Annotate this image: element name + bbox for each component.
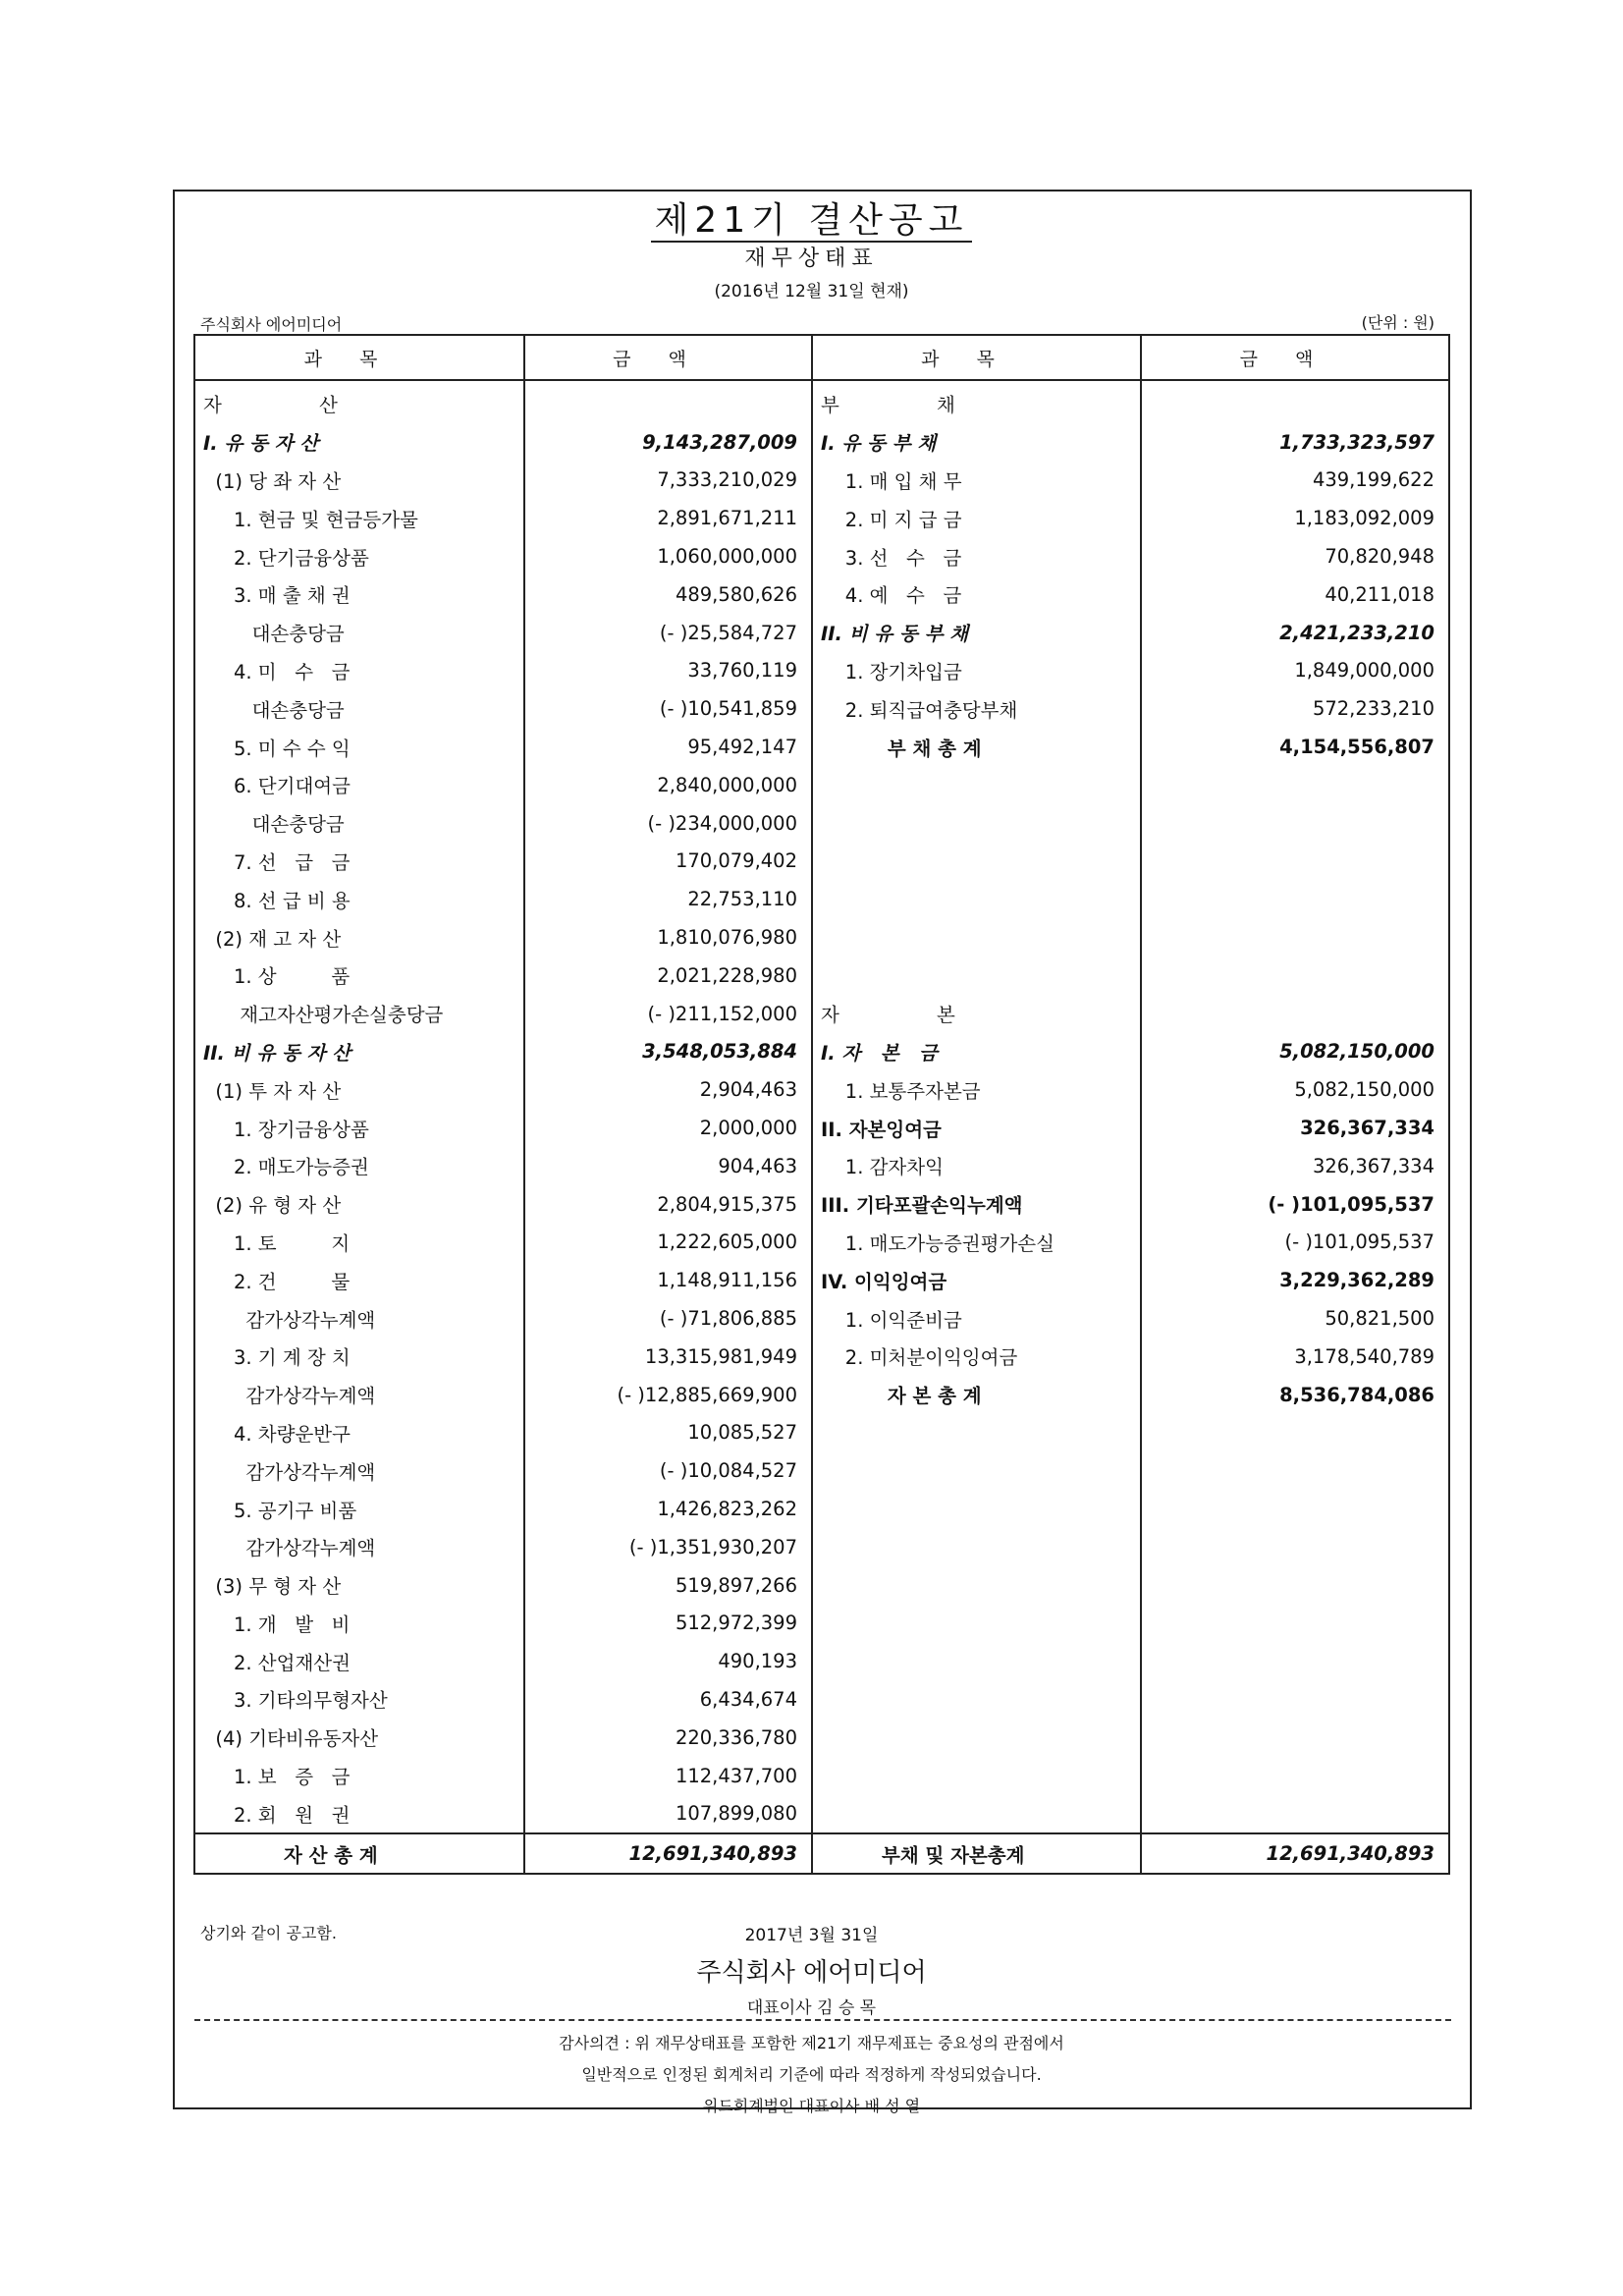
liability-amount bbox=[1141, 1642, 1449, 1680]
asset-item: 5. 공기구 비품 bbox=[194, 1490, 524, 1528]
asset-item: 대손충당금 bbox=[194, 614, 524, 652]
col-header-liability-item: 과목 bbox=[812, 335, 1141, 380]
asset-item: 1. 현금 및 현금등가물 bbox=[194, 499, 524, 537]
asset-amount: 170,079,402 bbox=[524, 843, 812, 881]
asset-item: 대손충당금 bbox=[194, 689, 524, 728]
asset-item: 감가상각누계액 bbox=[194, 1376, 524, 1414]
company-name: 주식회사 에어미디어 bbox=[200, 315, 343, 334]
asset-amount: 1,426,823,262 bbox=[524, 1490, 812, 1528]
liability-amount bbox=[1141, 1719, 1449, 1757]
table-row bbox=[194, 575, 1449, 614]
table-row bbox=[194, 1528, 1449, 1566]
asset-item: 1. 보 증 금 bbox=[194, 1757, 524, 1795]
liability-amount bbox=[1141, 380, 1449, 423]
asset-amount bbox=[524, 380, 812, 423]
table-row bbox=[194, 689, 1449, 728]
asset-amount: 519,897,266 bbox=[524, 1566, 812, 1605]
liability-item: IV. 이익잉여금 bbox=[812, 1261, 1141, 1299]
asset-amount: (- )1,351,930,207 bbox=[524, 1528, 812, 1566]
liability-amount bbox=[1141, 1414, 1449, 1452]
unit-label: (단위 : 원) bbox=[1361, 313, 1434, 332]
liability-item bbox=[812, 1451, 1141, 1490]
table-row bbox=[194, 728, 1449, 766]
asset-item: 3. 기 계 장 치 bbox=[194, 1338, 524, 1376]
liability-amount: 70,820,948 bbox=[1141, 537, 1449, 575]
liability-item: 2. 미 지 급 금 bbox=[812, 499, 1141, 537]
asset-amount: 2,840,000,000 bbox=[524, 766, 812, 804]
asset-item: (1) 당 좌 자 산 bbox=[194, 462, 524, 500]
liability-amount bbox=[1141, 1757, 1449, 1795]
liability-item: 2. 퇴직급여충당부채 bbox=[812, 689, 1141, 728]
asset-amount: (- )25,584,727 bbox=[524, 614, 812, 652]
liability-amount bbox=[1141, 766, 1449, 804]
table-row bbox=[194, 1794, 1449, 1833]
table-row bbox=[194, 843, 1449, 881]
liability-item bbox=[812, 1528, 1141, 1566]
liability-amount: 4,154,556,807 bbox=[1141, 728, 1449, 766]
table-row bbox=[194, 1605, 1449, 1643]
liability-amount: 8,536,784,086 bbox=[1141, 1376, 1449, 1414]
liability-amount: 326,367,334 bbox=[1141, 1109, 1449, 1147]
asset-item: (4) 기타비유동자산 bbox=[194, 1719, 524, 1757]
asset-amount: 6,434,674 bbox=[524, 1680, 812, 1719]
table-row bbox=[194, 1642, 1449, 1680]
asset-amount: 3,548,053,884 bbox=[524, 1033, 812, 1071]
liability-item: I. 자 본 금 bbox=[812, 1033, 1141, 1071]
footer-company: 주식회사 에어미디어 bbox=[696, 1958, 927, 1988]
table-row bbox=[194, 1261, 1449, 1299]
asset-amount: 2,904,463 bbox=[524, 1070, 812, 1109]
table-row bbox=[194, 1680, 1449, 1719]
statement-subtitle: 재무상태표 bbox=[744, 246, 879, 271]
asset-item: 1. 상 품 bbox=[194, 957, 524, 995]
asset-item: 자 산 bbox=[194, 380, 524, 423]
table-row bbox=[194, 1338, 1449, 1376]
asset-item: 2. 단기금융상품 bbox=[194, 537, 524, 575]
audit-firm-signature: 위드회계법인 대표이사 배 성 열 bbox=[702, 2097, 921, 2115]
liability-item: 자 본 총 계 bbox=[812, 1376, 1141, 1414]
dashed-divider bbox=[194, 2019, 1451, 2021]
liability-amount: 439,199,622 bbox=[1141, 462, 1449, 500]
asset-item: 3. 기타의무형자산 bbox=[194, 1680, 524, 1719]
liability-item: III. 기타포괄손익누계액 bbox=[812, 1185, 1141, 1224]
table-row bbox=[194, 766, 1449, 804]
table-row bbox=[194, 1185, 1449, 1224]
statement-date: (2016년 12월 31일 현재) bbox=[714, 282, 909, 301]
asset-amount: 904,463 bbox=[524, 1147, 812, 1185]
asset-item: 1. 토 지 bbox=[194, 1224, 524, 1262]
liability-equity-total-amount: 12,691,340,893 bbox=[1141, 1833, 1449, 1874]
asset-item: 2. 건 물 bbox=[194, 1261, 524, 1299]
liability-item: 부 채 총 계 bbox=[812, 728, 1141, 766]
liability-item: 1. 이익준비금 bbox=[812, 1299, 1141, 1338]
table-row bbox=[194, 1147, 1449, 1185]
footer-note: 상기와 같이 공고함. bbox=[200, 1924, 337, 1942]
asset-amount: 2,891,671,211 bbox=[524, 499, 812, 537]
liability-amount: 1,733,323,597 bbox=[1141, 423, 1449, 462]
total-row bbox=[194, 1833, 1449, 1874]
table-row bbox=[194, 380, 1449, 423]
liability-amount: 50,821,500 bbox=[1141, 1299, 1449, 1338]
liability-amount: (- )101,095,537 bbox=[1141, 1185, 1449, 1224]
asset-total-amount: 12,691,340,893 bbox=[524, 1833, 812, 1874]
liability-amount bbox=[1141, 957, 1449, 995]
table-row bbox=[194, 652, 1449, 690]
table-row bbox=[194, 537, 1449, 575]
asset-amount: 2,021,228,980 bbox=[524, 957, 812, 995]
asset-total-label: 자 산 총 계 bbox=[194, 1833, 524, 1874]
asset-amount: 1,148,911,156 bbox=[524, 1261, 812, 1299]
liability-item: 1. 매도가능증권평가손실 bbox=[812, 1224, 1141, 1262]
asset-amount: (- )234,000,000 bbox=[524, 804, 812, 843]
asset-amount: (- )12,885,669,900 bbox=[524, 1376, 812, 1414]
liability-item bbox=[812, 1680, 1141, 1719]
liability-amount: 5,082,150,000 bbox=[1141, 1033, 1449, 1071]
asset-item: 5. 미 수 수 익 bbox=[194, 728, 524, 766]
liability-amount: 3,229,362,289 bbox=[1141, 1261, 1449, 1299]
liability-item: I. 유 동 부 채 bbox=[812, 423, 1141, 462]
liability-amount: 572,233,210 bbox=[1141, 689, 1449, 728]
liability-item bbox=[812, 1642, 1141, 1680]
liability-amount bbox=[1141, 1794, 1449, 1833]
asset-item: 감가상각누계액 bbox=[194, 1528, 524, 1566]
table-row bbox=[194, 1033, 1449, 1071]
table-row bbox=[194, 995, 1449, 1033]
asset-item: (1) 투 자 자 산 bbox=[194, 1070, 524, 1109]
liability-amount: 40,211,018 bbox=[1141, 575, 1449, 614]
asset-item: 7. 선 급 금 bbox=[194, 843, 524, 881]
liability-item: 3. 선 수 금 bbox=[812, 537, 1141, 575]
liability-amount bbox=[1141, 1605, 1449, 1643]
asset-item: 8. 선 급 비 용 bbox=[194, 880, 524, 918]
asset-amount: 7,333,210,029 bbox=[524, 462, 812, 500]
asset-amount: 1,060,000,000 bbox=[524, 537, 812, 575]
asset-amount: (- )10,541,859 bbox=[524, 689, 812, 728]
asset-amount: (- )10,084,527 bbox=[524, 1451, 812, 1490]
liability-item: 1. 장기차입금 bbox=[812, 652, 1141, 690]
table-row bbox=[194, 957, 1449, 995]
asset-item: (2) 재 고 자 산 bbox=[194, 918, 524, 957]
table-row bbox=[194, 462, 1449, 500]
table-row bbox=[194, 1376, 1449, 1414]
table-row bbox=[194, 918, 1449, 957]
asset-amount: 220,336,780 bbox=[524, 1719, 812, 1757]
liability-item bbox=[812, 1414, 1141, 1452]
asset-item: 6. 단기대여금 bbox=[194, 766, 524, 804]
table-row bbox=[194, 1719, 1449, 1757]
table-row bbox=[194, 1757, 1449, 1795]
liability-item: II. 비 유 동 부 채 bbox=[812, 614, 1141, 652]
liability-item bbox=[812, 1605, 1141, 1643]
liability-amount bbox=[1141, 1680, 1449, 1719]
asset-amount: 2,804,915,375 bbox=[524, 1185, 812, 1224]
liability-amount: (- )101,095,537 bbox=[1141, 1224, 1449, 1262]
asset-amount: 95,492,147 bbox=[524, 728, 812, 766]
table-row bbox=[194, 1451, 1449, 1490]
asset-amount: (- )211,152,000 bbox=[524, 995, 812, 1033]
asset-item: 4. 차량운반구 bbox=[194, 1414, 524, 1452]
table-row bbox=[194, 423, 1449, 462]
asset-amount: 489,580,626 bbox=[524, 575, 812, 614]
table-row bbox=[194, 499, 1449, 537]
asset-amount: 1,222,605,000 bbox=[524, 1224, 812, 1262]
liability-amount: 1,849,000,000 bbox=[1141, 652, 1449, 690]
liability-item bbox=[812, 804, 1141, 843]
liability-item bbox=[812, 1757, 1141, 1795]
asset-amount: 2,000,000 bbox=[524, 1109, 812, 1147]
liability-amount bbox=[1141, 843, 1449, 881]
asset-item: (2) 유 형 자 산 bbox=[194, 1185, 524, 1224]
asset-item: 감가상각누계액 bbox=[194, 1299, 524, 1338]
table-row bbox=[194, 1566, 1449, 1605]
table-row bbox=[194, 804, 1449, 843]
liability-equity-total-label: 부채 및 자본총계 bbox=[812, 1833, 1141, 1874]
col-header-asset-amount: 금액 bbox=[524, 335, 812, 380]
asset-item: 2. 회 원 권 bbox=[194, 1794, 524, 1833]
asset-item: 1. 개 발 비 bbox=[194, 1605, 524, 1643]
liability-item bbox=[812, 1719, 1141, 1757]
liability-amount bbox=[1141, 1566, 1449, 1605]
liability-amount bbox=[1141, 1490, 1449, 1528]
asset-amount: 10,085,527 bbox=[524, 1414, 812, 1452]
table-row bbox=[194, 1224, 1449, 1262]
table-row bbox=[194, 1070, 1449, 1109]
liability-amount: 3,178,540,789 bbox=[1141, 1338, 1449, 1376]
liability-amount: 2,421,233,210 bbox=[1141, 614, 1449, 652]
liability-item bbox=[812, 880, 1141, 918]
asset-amount: 9,143,287,009 bbox=[524, 423, 812, 462]
liability-amount bbox=[1141, 880, 1449, 918]
asset-item: (3) 무 형 자 산 bbox=[194, 1566, 524, 1605]
liability-item: 부 채 bbox=[812, 380, 1141, 423]
table-row bbox=[194, 880, 1449, 918]
balance-sheet-table bbox=[193, 334, 1450, 1875]
asset-amount: 512,972,399 bbox=[524, 1605, 812, 1643]
audit-opinion-line-1: 감사의견 : 위 재무상태표를 포함한 제21기 재무제표는 중요성의 관점에서 bbox=[559, 2034, 1064, 2052]
asset-item: 4. 미 수 금 bbox=[194, 652, 524, 690]
asset-amount: 490,193 bbox=[524, 1642, 812, 1680]
table-header-row bbox=[194, 335, 1449, 380]
asset-amount: 22,753,110 bbox=[524, 880, 812, 918]
liability-item bbox=[812, 1794, 1141, 1833]
col-header-liability-amount: 금액 bbox=[1141, 335, 1449, 380]
table-row bbox=[194, 1109, 1449, 1147]
liability-item bbox=[812, 918, 1141, 957]
liability-amount bbox=[1141, 1528, 1449, 1566]
asset-amount: 1,810,076,980 bbox=[524, 918, 812, 957]
asset-item: 2. 산업재산권 bbox=[194, 1642, 524, 1680]
footer-ceo: 대표이사 김 승 목 bbox=[746, 1998, 877, 2018]
asset-amount: 107,899,080 bbox=[524, 1794, 812, 1833]
asset-amount: 112,437,700 bbox=[524, 1757, 812, 1795]
table-row bbox=[194, 1414, 1449, 1452]
table-row bbox=[194, 1299, 1449, 1338]
table-row bbox=[194, 1490, 1449, 1528]
liability-item: 1. 매 입 채 무 bbox=[812, 462, 1141, 500]
liability-item bbox=[812, 1566, 1141, 1605]
liability-item: 1. 보통주자본금 bbox=[812, 1070, 1141, 1109]
liability-item bbox=[812, 957, 1141, 995]
liability-item bbox=[812, 843, 1141, 881]
table-row bbox=[194, 614, 1449, 652]
asset-amount: (- )71,806,885 bbox=[524, 1299, 812, 1338]
asset-item: 재고자산평가손실충당금 bbox=[194, 995, 524, 1033]
asset-item: 감가상각누계액 bbox=[194, 1451, 524, 1490]
asset-item: I. 유 동 자 산 bbox=[194, 423, 524, 462]
page-title: 제21기 결산공고 bbox=[0, 192, 1623, 243]
liability-item: 2. 미처분이익잉여금 bbox=[812, 1338, 1141, 1376]
asset-item: 2. 매도가능증권 bbox=[194, 1147, 524, 1185]
liability-item: 자 본 bbox=[812, 995, 1141, 1033]
liability-amount bbox=[1141, 1451, 1449, 1490]
asset-amount: 33,760,119 bbox=[524, 652, 812, 690]
liability-amount bbox=[1141, 995, 1449, 1033]
liability-item bbox=[812, 766, 1141, 804]
liability-amount: 326,367,334 bbox=[1141, 1147, 1449, 1185]
asset-amount: 13,315,981,949 bbox=[524, 1338, 812, 1376]
liability-item: 1. 감자차익 bbox=[812, 1147, 1141, 1185]
liability-amount: 5,082,150,000 bbox=[1141, 1070, 1449, 1109]
liability-amount bbox=[1141, 804, 1449, 843]
asset-item: 3. 매 출 채 권 bbox=[194, 575, 524, 614]
liability-item bbox=[812, 1490, 1141, 1528]
footer-date: 2017년 3월 31일 bbox=[744, 1926, 879, 1945]
liability-amount bbox=[1141, 918, 1449, 957]
col-header-asset-item: 과목 bbox=[194, 335, 524, 380]
asset-item: II. 비 유 동 자 산 bbox=[194, 1033, 524, 1071]
liability-amount: 1,183,092,009 bbox=[1141, 499, 1449, 537]
asset-item: 대손충당금 bbox=[194, 804, 524, 843]
liability-item: 4. 예 수 금 bbox=[812, 575, 1141, 614]
audit-opinion-line-2: 일반적으로 인정된 회계처리 기준에 따라 적정하게 작성되었습니다. bbox=[581, 2065, 1042, 2084]
asset-item: 1. 장기금융상품 bbox=[194, 1109, 524, 1147]
liability-item: II. 자본잉여금 bbox=[812, 1109, 1141, 1147]
